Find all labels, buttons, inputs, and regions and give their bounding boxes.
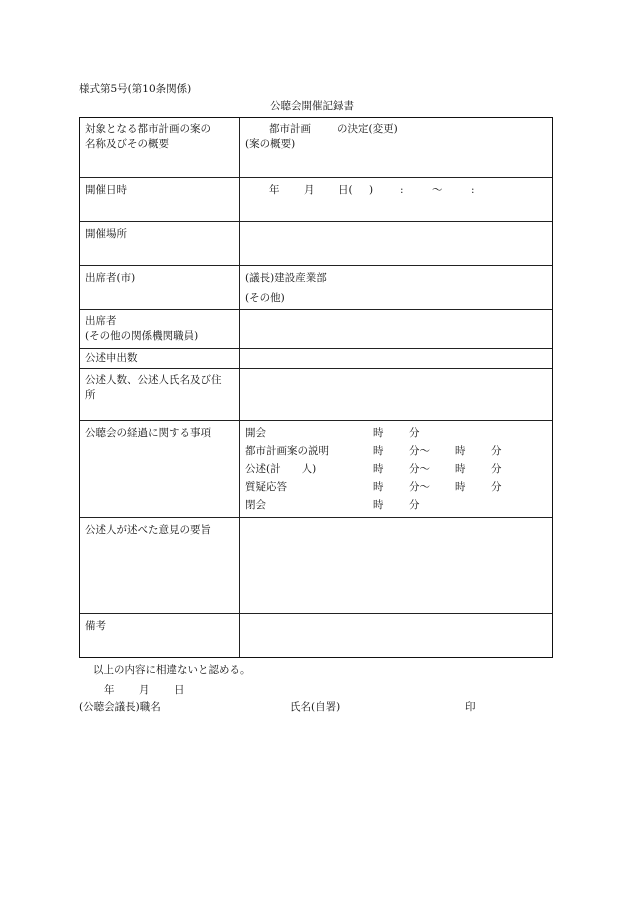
proceedings-item-minute: 分 — [409, 499, 420, 511]
applicants-label: 公述申出数 — [85, 352, 138, 364]
speakers-label-line1: 公述人数、公述人氏名及び住 — [85, 374, 222, 386]
proceedings-item-hour: 時 — [373, 481, 384, 493]
remarks-label: 備考 — [85, 620, 106, 632]
proceedings-item-hour: 時 — [373, 427, 384, 439]
proceedings-item-name: 公述(計 人) — [245, 463, 317, 475]
plan-name-value-part2: の決定(変更) — [337, 123, 398, 135]
attendees-city-other: (その他) — [245, 292, 285, 304]
page-title: 公聴会開催記録書 — [270, 100, 354, 112]
proceedings-item-hour: 時 — [373, 463, 384, 475]
proceedings-item-name: 都市計画案の説明 — [245, 445, 329, 457]
attendees-other-label-line1: 出席者 — [85, 315, 117, 327]
proceedings-label: 公聴会の経過に関する事項 — [85, 427, 211, 439]
form-number: 様式第5号(第10条関係) — [79, 83, 192, 95]
chair-position: (公聴会議長)職名 — [79, 701, 161, 713]
proceedings-item-minute: 分〜 — [409, 463, 430, 475]
row-divider — [80, 420, 552, 421]
date-colon-end: : — [471, 184, 475, 196]
seal-mark: 印 — [465, 701, 476, 713]
row-divider — [80, 368, 552, 369]
sign-year: 年 — [104, 684, 115, 696]
proceedings-item-name: 開会 — [245, 427, 266, 439]
speakers-label-line2: 所 — [85, 389, 96, 401]
row-divider — [80, 221, 552, 222]
attendees-other-label-line2: (その他の関係機関職員) — [85, 330, 199, 342]
proceedings-item-minute: 分〜 — [409, 481, 430, 493]
proceedings-item-end-hour: 時 — [455, 445, 466, 457]
date-label: 開催日時 — [85, 184, 127, 196]
row-divider — [80, 177, 552, 178]
proceedings-item-name: 閉会 — [245, 499, 266, 511]
proceedings-item-end-minute: 分 — [491, 463, 502, 475]
column-divider — [239, 118, 240, 657]
plan-name-value-line2: (案の概要) — [245, 138, 296, 150]
row-divider — [80, 613, 552, 614]
record-table — [79, 117, 553, 658]
date-month: 月 — [304, 184, 315, 196]
row-divider — [80, 517, 552, 518]
date-day-close: ) — [369, 184, 374, 196]
proceedings-item-name: 質疑応答 — [245, 481, 287, 493]
date-day: 日( — [338, 184, 353, 196]
proceedings-item-minute: 分〜 — [409, 445, 430, 457]
proceedings-item-end-hour: 時 — [455, 481, 466, 493]
attendees-city-chair: (議長)建設産業部 — [245, 272, 327, 284]
row-divider — [80, 265, 552, 266]
chair-signature: 氏名(自署) — [290, 701, 341, 713]
proceedings-item-end-hour: 時 — [455, 463, 466, 475]
proceedings-item-hour: 時 — [373, 499, 384, 511]
date-colon-start: : — [400, 184, 404, 196]
date-year: 年 — [269, 184, 280, 196]
proceedings-item-minute: 分 — [409, 427, 420, 439]
certify-statement: 以上の内容に相違ないと認める。 — [93, 664, 251, 676]
plan-name-label-line1: 対象となる都市計画の案の — [85, 123, 211, 135]
proceedings-item-end-minute: 分 — [491, 445, 502, 457]
sign-day: 日 — [174, 684, 185, 696]
opinions-label: 公述人が述べた意見の要旨 — [85, 524, 211, 536]
row-divider — [80, 348, 552, 349]
attendees-city-label: 出席者(市) — [85, 272, 136, 284]
plan-name-label-line2: 名称及びその概要 — [85, 138, 169, 150]
place-label: 開催場所 — [85, 228, 127, 240]
date-tilde: 〜 — [432, 184, 443, 196]
plan-name-value-part1: 都市計画 — [269, 123, 311, 135]
proceedings-item-end-minute: 分 — [491, 481, 502, 493]
sign-month: 月 — [139, 684, 150, 696]
row-divider — [80, 309, 552, 310]
proceedings-item-hour: 時 — [373, 445, 384, 457]
